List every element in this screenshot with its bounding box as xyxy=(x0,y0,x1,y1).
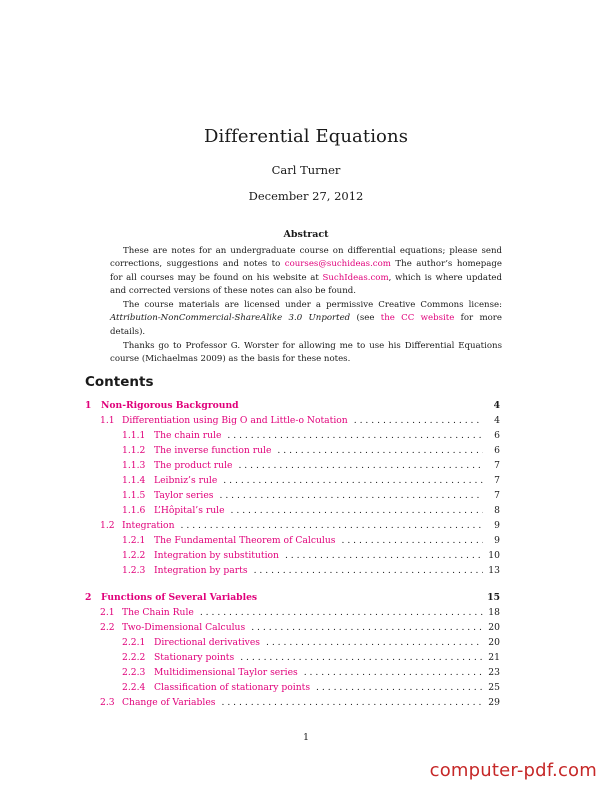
toc-number: 2.2.2 xyxy=(122,652,146,663)
toc-leader-dots xyxy=(341,535,483,546)
toc-number: 2.2.4 xyxy=(122,682,146,693)
toc-number: 1.1.5 xyxy=(122,490,146,501)
toc-leader-dots xyxy=(354,415,483,426)
toc-entry-1-1-4[interactable] xyxy=(85,475,500,490)
toc-number: 1.1 xyxy=(100,415,115,426)
toc-title[interactable]: Non-Rigorous Background xyxy=(101,400,239,411)
toc-number: 1.2.1 xyxy=(122,535,146,546)
toc-title[interactable]: Stationary points xyxy=(154,652,235,663)
toc-leader-dots xyxy=(200,607,483,618)
toc-number: 1.1.4 xyxy=(122,475,146,486)
toc-leader-dots xyxy=(223,475,483,486)
toc-title[interactable]: Integration xyxy=(122,520,175,531)
toc-entry-1-1-3[interactable] xyxy=(85,460,500,475)
toc-page: 29 xyxy=(488,697,500,708)
toc-number: 1.2.2 xyxy=(122,550,146,561)
toc-page: 4 xyxy=(493,400,500,411)
toc-title[interactable]: Two-Dimensional Calculus xyxy=(122,622,246,633)
abstract-text: for more details). xyxy=(110,313,502,337)
toc-leader-dots xyxy=(181,520,483,531)
toc-page: 7 xyxy=(494,460,500,471)
toc-entry-2-2-3[interactable] xyxy=(85,667,500,682)
abstract-text: (see xyxy=(350,313,381,324)
toc-leader-dots xyxy=(304,667,483,678)
toc-number: 2.2 xyxy=(100,622,115,633)
toc-page: 9 xyxy=(494,535,500,546)
author-name: Carl Turner xyxy=(271,163,341,177)
toc-title[interactable]: The Chain Rule xyxy=(122,607,194,618)
abstract-text: , which is where updated and corrected versions of these notes can also be found. xyxy=(110,272,502,296)
toc-page: 6 xyxy=(494,430,500,441)
toc-entry-2[interactable] xyxy=(85,592,500,607)
toc-number: 1.1.3 xyxy=(122,460,146,471)
toc-leader-dots xyxy=(251,622,483,633)
toc-page: 6 xyxy=(494,445,500,456)
toc-page: 21 xyxy=(488,652,500,663)
abstract-text: These are notes for an undergraduate course on differential equations; please send corrections, suggestions and notes to xyxy=(110,246,502,270)
toc-entry-1-1[interactable] xyxy=(85,415,500,430)
abstract-text: The course materials are licensed under a permissive Creative Commons license: xyxy=(123,299,502,310)
toc-entry-1-1-5[interactable] xyxy=(85,490,500,505)
toc-title[interactable]: The chain rule xyxy=(154,430,222,441)
contents-heading: Contents xyxy=(85,374,154,390)
watermark: computer-pdf.com xyxy=(429,760,597,781)
toc-entry-1-2-1[interactable] xyxy=(85,535,500,550)
toc-number: 1.2 xyxy=(100,520,115,531)
toc-leader-dots xyxy=(227,430,483,441)
toc-entry-1-1-6[interactable] xyxy=(85,505,500,520)
toc-title[interactable]: The inverse function rule xyxy=(154,445,272,456)
toc-leader-dots xyxy=(220,490,484,501)
toc-page: 7 xyxy=(494,490,500,501)
toc-entry-2-2[interactable] xyxy=(85,622,500,637)
toc-title[interactable]: The product rule xyxy=(154,460,233,471)
toc-leader-dots xyxy=(266,637,483,648)
toc-leader-dots xyxy=(316,682,483,693)
toc-leader-dots xyxy=(285,550,483,561)
page-number: 1 xyxy=(302,732,310,743)
toc-title[interactable]: Functions of Several Variables xyxy=(101,592,258,603)
abstract-paragraph-2 xyxy=(110,299,502,339)
toc-entry-1-2[interactable] xyxy=(85,520,500,535)
website-link[interactable]: SuchIdeas.com xyxy=(322,272,389,283)
toc-number: 1.1.1 xyxy=(122,430,146,441)
toc-title[interactable]: Classification of stationary points xyxy=(154,682,311,693)
toc-title[interactable]: L’Hôpital’s rule xyxy=(154,505,225,516)
toc-leader-dots xyxy=(231,505,483,516)
abstract-body xyxy=(110,245,502,366)
toc-title[interactable]: Integration by parts xyxy=(154,565,248,576)
toc-title[interactable]: Taylor series xyxy=(154,490,214,501)
document-title: Differential Equations xyxy=(203,126,409,147)
toc-entry-2-1[interactable] xyxy=(85,607,500,622)
toc-number: 1.1.6 xyxy=(122,505,146,516)
toc-number: 2.2.3 xyxy=(122,667,146,678)
toc-leader-dots xyxy=(221,697,483,708)
abstract-heading: Abstract xyxy=(283,229,329,240)
toc-entry-1[interactable] xyxy=(85,400,500,415)
toc-number: 2.2.1 xyxy=(122,637,146,648)
abstract-paragraph-3: Thanks go to Professor G. Worster for allowing me to use his Differential Equations course (Michaelmas 2009) as the basis for these notes. xyxy=(110,340,502,364)
license-name: Attribution-NonCommercial-ShareAlike 3.0 Unported xyxy=(110,313,351,324)
toc-leader-dots xyxy=(254,565,483,576)
toc-page: 10 xyxy=(488,550,500,561)
toc-entry-1-2-2[interactable] xyxy=(85,550,500,565)
toc-title[interactable]: Directional derivatives xyxy=(154,637,260,648)
toc-page: 20 xyxy=(488,622,500,633)
toc-number: 2.3 xyxy=(100,697,115,708)
toc-leader-dots xyxy=(277,445,483,456)
toc-page: 8 xyxy=(494,505,500,516)
toc-entry-2-3[interactable] xyxy=(85,697,500,712)
toc-leader-dots xyxy=(238,460,483,471)
toc-entry-2-2-2[interactable] xyxy=(85,652,500,667)
toc-page: 15 xyxy=(487,592,500,603)
toc-page: 23 xyxy=(488,667,500,678)
toc-title[interactable]: Integration by substitution xyxy=(154,550,279,561)
abstract-paragraph-1 xyxy=(110,245,502,298)
toc-entry-1-1-2[interactable] xyxy=(85,445,500,460)
toc-page: 18 xyxy=(488,607,500,618)
toc-title[interactable]: Differentiation using Big O and Little-o Notation xyxy=(122,415,348,426)
toc-title[interactable]: Multidimensional Taylor series xyxy=(154,667,298,678)
toc-entry-2-2-4[interactable] xyxy=(85,682,500,697)
toc-page: 13 xyxy=(488,565,500,576)
toc-number: 1 xyxy=(85,400,92,411)
toc-number: 1.2.3 xyxy=(122,565,146,576)
toc-page: 7 xyxy=(494,475,500,486)
toc-title[interactable]: The Fundamental Theorem of Calculus xyxy=(154,535,336,546)
toc-number: 1.1.2 xyxy=(122,445,146,456)
toc-entry-1-2-3[interactable] xyxy=(85,565,500,580)
toc-entry-2-2-1[interactable] xyxy=(85,637,500,652)
toc-number: 2.1 xyxy=(100,607,115,618)
toc-title[interactable]: Leibniz’s rule xyxy=(154,475,218,486)
toc-title[interactable]: Change of Variables xyxy=(122,697,216,708)
toc-page: 20 xyxy=(488,637,500,648)
toc-entry-1-1-1[interactable] xyxy=(85,430,500,445)
toc-page: 25 xyxy=(488,682,500,693)
cc-website-link[interactable]: the CC website xyxy=(380,313,455,324)
document-date: December 27, 2012 xyxy=(248,189,364,203)
toc-leader-dots xyxy=(240,652,483,663)
toc-page: 4 xyxy=(494,415,500,426)
toc-number: 2 xyxy=(85,592,92,603)
email-link[interactable]: courses@suchideas.com xyxy=(284,259,391,270)
abstract-text: The author’s homepage for all courses may be found on his website at xyxy=(110,259,502,283)
toc-page: 9 xyxy=(494,520,500,531)
